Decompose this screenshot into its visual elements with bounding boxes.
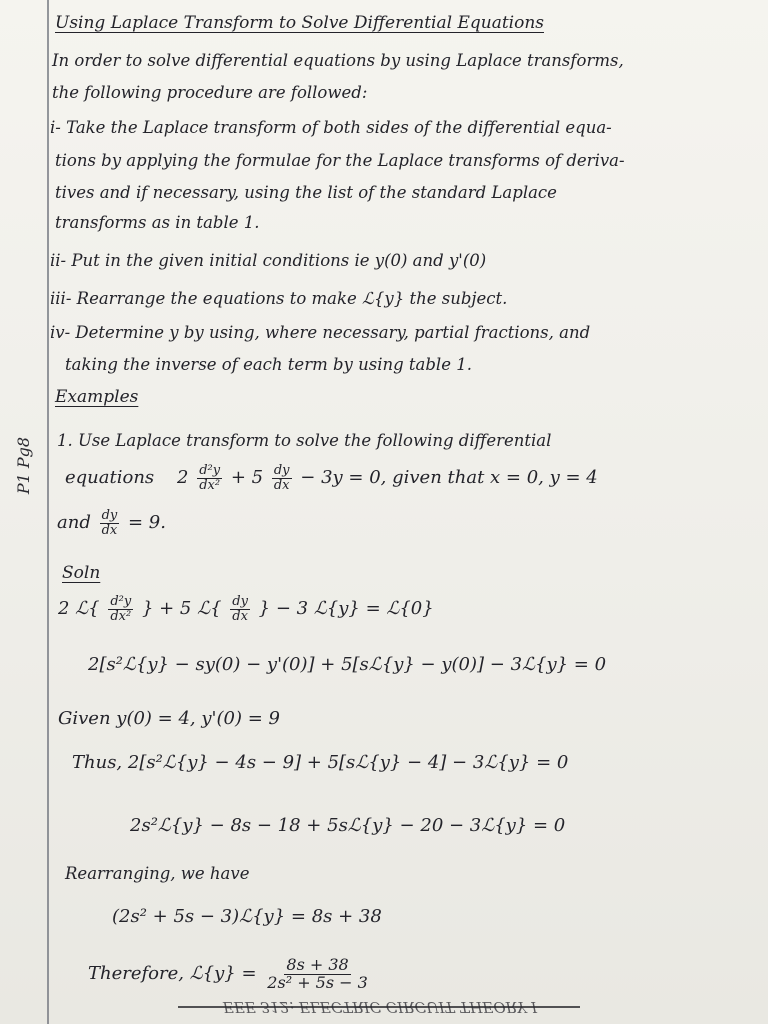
step-i-line-1: i- Take the Laplace transform of both sides of the differential equa- — [50, 118, 612, 137]
condition-value: = 9. — [128, 512, 166, 533]
example-1-equation — [65, 458, 598, 498]
step-ii: ii- Put in the given initial conditions ie y(0) and y'(0) — [50, 251, 487, 270]
bleed-through-footer — [180, 996, 580, 1018]
first-derivative — [272, 464, 292, 492]
solution-line-2: 2[s²ℒ{y} − sy(0) − y'(0)] + 5[sℒ{y} − y(0)] − 3ℒ{y} = 0 — [88, 654, 607, 675]
page-title: Using Laplace Transform to Solve Differential Equations — [55, 13, 544, 33]
step-i-line-3: tives and if necessary, using the list of the standard Laplace — [55, 183, 557, 202]
margin-line — [47, 0, 49, 1024]
equation-rest: − 3y = 0, given that x = 0, y = 4 — [300, 467, 598, 488]
sol1-first-derivative-den: dx — [232, 608, 248, 624]
examples-heading: Examples — [55, 387, 139, 407]
condition-derivative — [100, 509, 120, 537]
condition-derivative-den: dx — [101, 522, 118, 538]
sol8-denominator: 2s² + 5s − 3 — [267, 972, 368, 992]
footer-text: EEE 312: ELECTRIC CIRCUIT THEORY I — [222, 998, 538, 1016]
sol1-part-a: 2 ℒ{ — [58, 598, 100, 619]
step-i-line-4: transforms as in table 1. — [55, 213, 260, 232]
solution-line-4: Thus, 2[s²ℒ{y} − 4s − 9] + 5[sℒ{y} − 4] − 3ℒ{y} = 0 — [72, 752, 569, 773]
solution-line-7: (2s² + 5s − 3)ℒ{y} = 8s + 38 — [112, 906, 382, 927]
plus-5: + 5 — [230, 467, 264, 488]
second-derivative-num: d²y — [199, 462, 221, 478]
soln-heading: Soln — [62, 563, 101, 583]
step-iii: iii- Rearrange the equations to make ℒ{y} the subject. — [50, 289, 508, 308]
sol1-second-derivative-num: d²y — [110, 593, 132, 609]
equations-word: equations — [65, 467, 155, 488]
first-derivative-num: dy — [273, 462, 290, 478]
sol1-second-derivative-den: dx² — [110, 608, 132, 624]
solution-line-5: 2s²ℒ{y} − 8s − 18 + 5sℒ{y} − 20 − 3ℒ{y} = 0 — [130, 815, 566, 836]
side-note-text: P1 Pg8 — [14, 436, 34, 494]
step-iv-line-1: iv- Determine y by using, where necessary, partial fractions, and — [50, 323, 591, 342]
example-1-condition — [57, 503, 166, 543]
step-i-line-2: tions by applying the formulae for the Laplace transforms of deriva- — [55, 151, 625, 170]
intro-line-2: the following procedure are followed: — [52, 83, 368, 102]
and-word: and — [57, 512, 91, 533]
sol1-part-b: } + 5 ℒ{ — [141, 598, 222, 619]
solution-line-6: Rearranging, we have — [65, 864, 250, 883]
intro-line-1: In order to solve differential equations by using Laplace transforms, — [52, 51, 624, 70]
sol8-numerator: 8s + 38 — [286, 954, 349, 974]
sol8-fraction — [265, 954, 370, 992]
step-iv-line-2: taking the inverse of each term by using table 1. — [65, 355, 472, 374]
sol1-second-derivative — [108, 595, 133, 623]
coef-2: 2 — [177, 467, 189, 488]
condition-derivative-num: dy — [101, 507, 118, 523]
sol1-first-derivative — [230, 595, 250, 623]
solution-line-8 — [88, 944, 373, 1004]
first-derivative-den: dx — [273, 477, 290, 493]
side-note — [4, 430, 44, 500]
sol1-first-derivative-num: dy — [232, 593, 248, 609]
second-derivative-den: dx² — [199, 477, 221, 493]
solution-line-3: Given y(0) = 4, y'(0) = 9 — [58, 708, 280, 729]
second-derivative — [197, 464, 222, 492]
sol8-lhs: Therefore, ℒ{y} = — [88, 963, 257, 984]
sol1-part-c: } − 3 ℒ{y} = ℒ{0} — [258, 598, 434, 619]
solution-line-1 — [58, 588, 434, 630]
example-1-line-1: 1. Use Laplace transform to solve the following differential — [57, 431, 552, 450]
